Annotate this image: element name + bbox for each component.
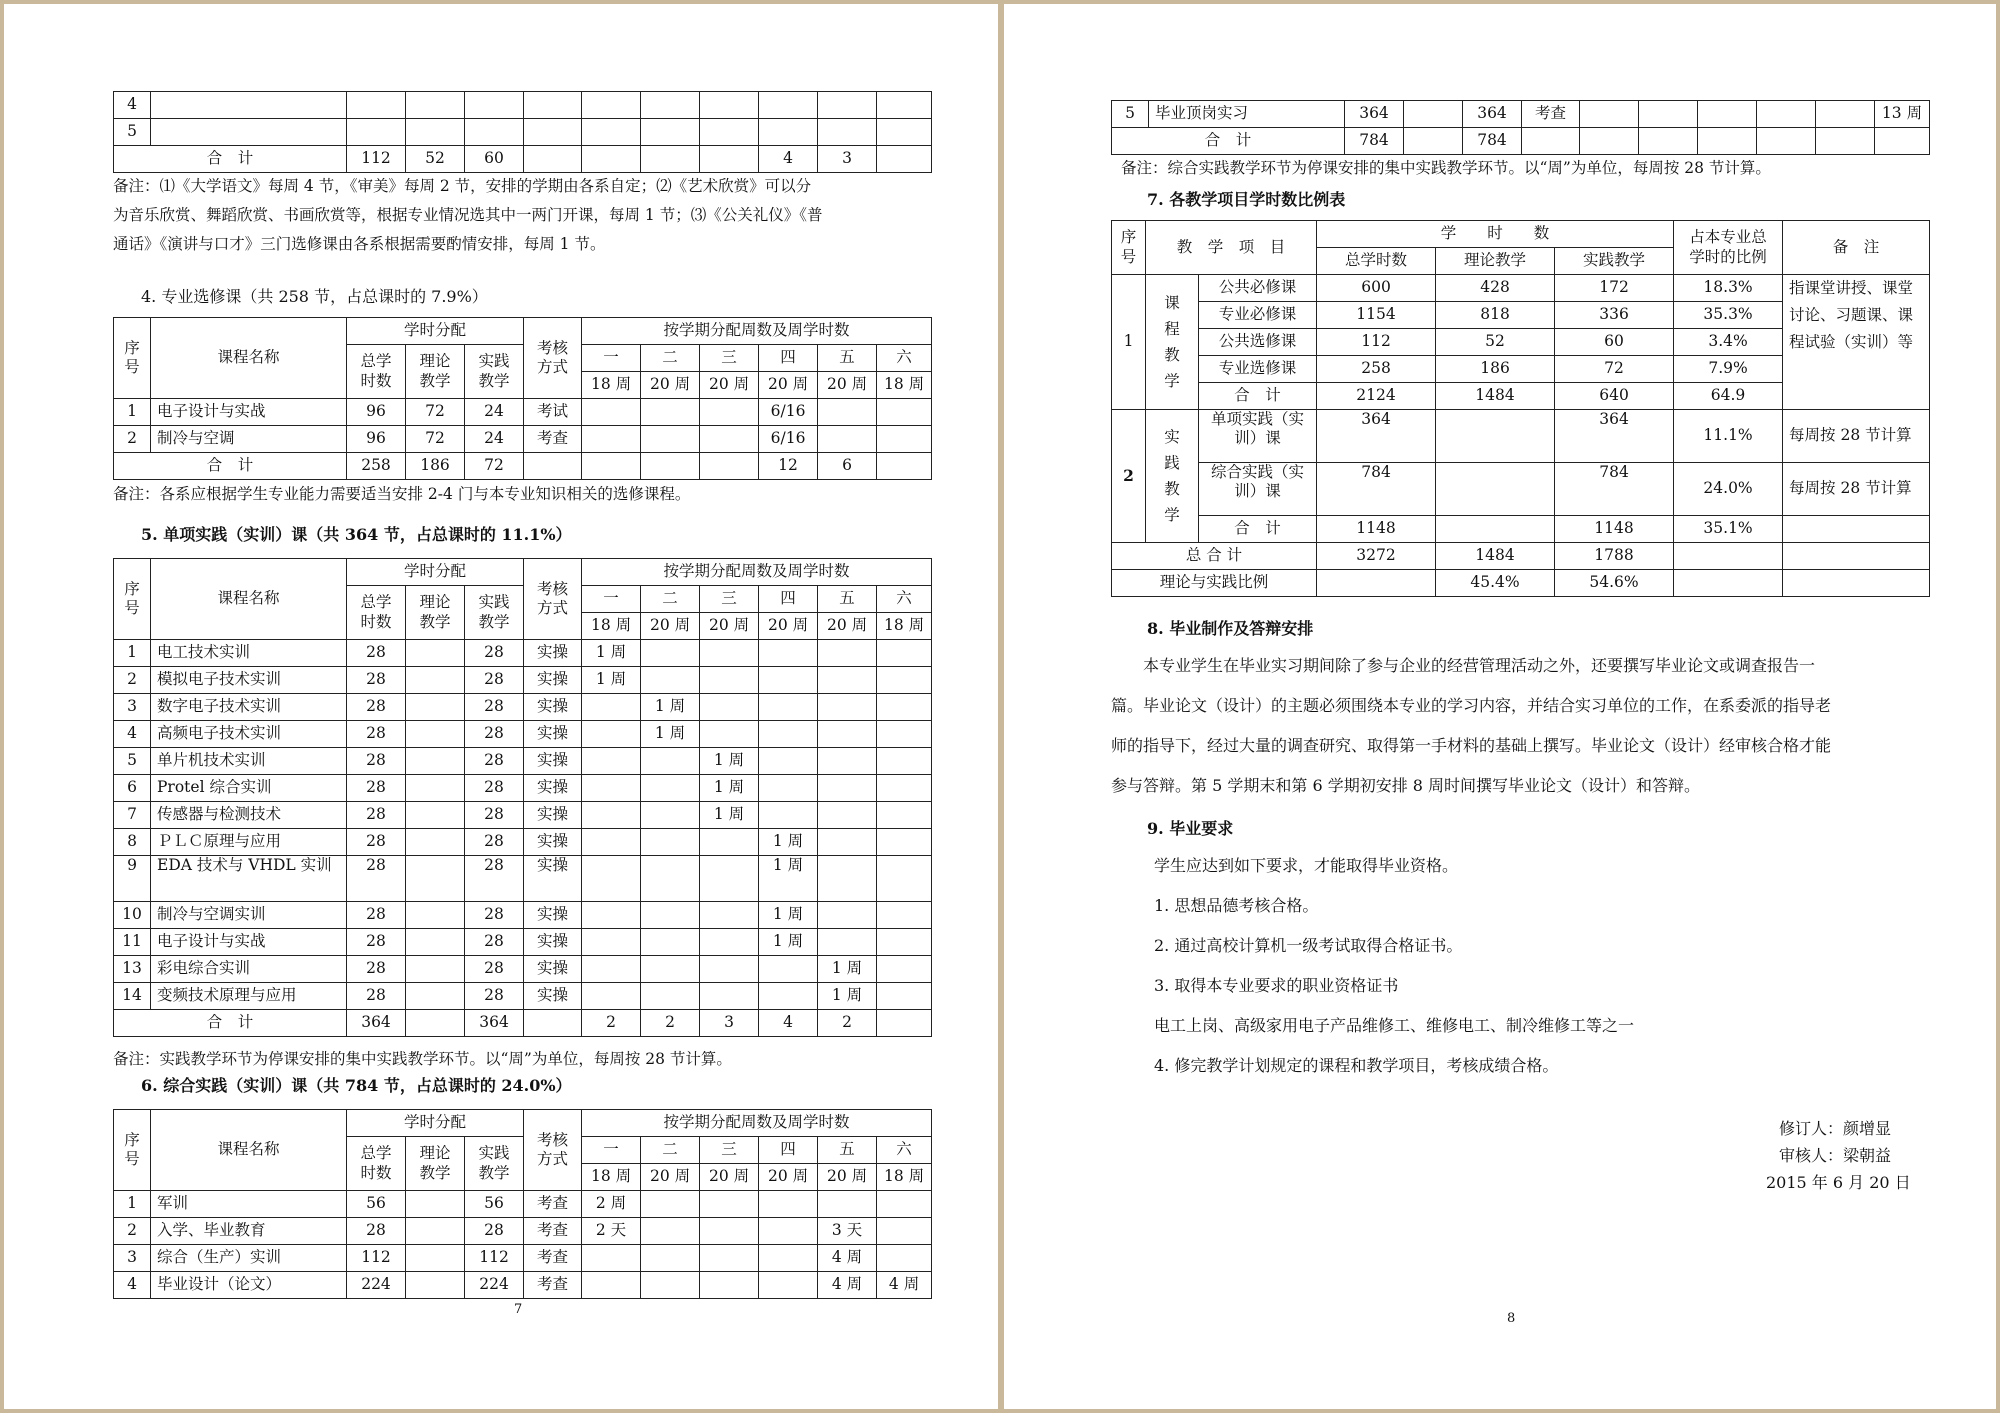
table-row: 5 毕业顶岗实习 364 364 考查 13 周 [1112,101,1930,128]
table-row: 专业选修课 258 186 72 7.9% [1112,356,1930,383]
table-row: 4 高频电子技术实训 28 28 实操 1 周 [114,721,932,748]
section-4-note: 备注：各系应根据学生专业能力需要适当安排 2-4 门与本专业知识相关的选修课程。 [113,485,691,503]
table-row: 2 入学、毕业教育 28 28 考查 2 天 3 天 [114,1218,932,1245]
table-row: 综合实践（实训）课 784 784 24.0% 每周按 28 节计算 [1112,463,1930,516]
table-row: 1 军训 56 56 考查 2 周 [114,1191,932,1218]
table-row: 2 实 践 教 学 单项实践（实训）课 364 364 11.1% 每周按 28 节计算 [1112,410,1930,463]
table-row: 1 课 程 教 学 公共必修课 600 428 172 18.3% 指课堂讲授、课堂讨论、习题课、课程试验（实训）等 [1112,275,1930,302]
section-4-heading: 4. 专业选修课（共 258 节，占总课时的 7.9%） [141,287,488,306]
page-8 [1004,4,1996,1409]
page-7 [4,4,998,1409]
elective-course-table: 序 号 课程名称 学时分配 考核 方式 按学期分配周数及周学时数 总学 时数 理论 教学 实践 教学 一 二 三 四 五 六 18 周 20 周 20 周 20 周 20 周 18 周 1 电子设计与实战 96 72 24 考试 6/16 2 制冷与空调 96 72 24 考查 6/16 合 计 258 186 72 12 6 [113,317,932,480]
table-row: 1 电工技术实训 28 28 实操 1 周 [114,640,932,667]
section-8-heading: 8. 毕业制作及答辩安排 [1147,619,1314,638]
comprehensive-practice-table: 序 号 课程名称 学时分配 考核 方式 按学期分配周数及周学时数 总学 时数 理论 教学 实践 教学 一 二 三 四 五 六 18 周 20 周 20 周 20 周 20 周 18 周 1 军训 56 56 考查 2 周 2 入学、毕业教育 28 28 考查 2 天 3 天 3 综合（生产）实训 112 112 考查 4 周 4 毕业设计（论文） 224 224 考查 4 周 4 周 [113,1109,932,1299]
comprehensive-practice-table-continued [1111,100,1930,155]
table-total-row: 合 计 2124 1484 640 64.9 [1112,383,1930,410]
table-row: 5 [114,119,932,146]
table-row: 4 [114,92,932,119]
grand-total-row: 总 合 计 3272 1484 1788 [1112,543,1930,570]
table-row: 11 电子设计与实战 28 28 实操 1 周 [114,929,932,956]
table-row: 6 Protel 综合实训 28 28 实操 1 周 [114,775,932,802]
section-5-note: 备注：实践教学环节为停课安排的集中实践教学环节。以“周”为单位，每周按 28 节计算。 [113,1050,732,1068]
single-practice-table: 序 号 课程名称 学时分配 考核 方式 按学期分配周数及周学时数 总学 时数 理论 教学 实践 教学 一 二 三 四 五 六 18 周 20 周 20 周 20 周 20 周 18 周 1 电工技术实训 28 28 实操 1 周 2 模拟电子技术实训 28 28 实操 1 周 3 数字电子技术实训 28 28 实操 1 周 4 高频电子技术实训 28 28 实操 1 周 5 单片机技术实训 28 28 实操 1 周 6 Protel 综合实训 28 28 实操 1 周 7 传感器与检测技术 28 28 实操 1 周 8 ＰＬＣ原理与应用 28 28 实操 1 周 9 EDA 技术与 VHDL 实训 28 28 实操 1 周 10 制冷与空调实训 28 28 实操 1 周 11 电子设计与实战 28 28 实操 1 周 13 彩电综合实训 28 28 实操 1 周 14 变频技术原理与应用 28 28 实操 1 周 合 计 364 364 2 2 3 4 2 [113,558,932,1037]
table-row: 专业必修课 1154 818 336 35.3% [1112,302,1930,329]
page-number: 8 [1507,1311,1516,1326]
table-total-row: 合 计 112 52 60 4 3 [114,146,932,173]
reviser-line: 修订人：颜增显 [1779,1119,1892,1138]
section-6-heading: 6. 综合实践（实训）课（共 784 节，占总课时的 24.0%） [141,1076,572,1095]
table-row: 10 制冷与空调实训 28 28 实操 1 周 [114,902,932,929]
table-row: 3 数字电子技术实训 28 28 实操 1 周 [114,694,932,721]
table-row: 2 制冷与空调 96 72 24 考查 6/16 [114,426,932,453]
section-5-heading: 5. 单项实践（实训）课（共 364 节，占总课时的 11.1%） [141,525,572,544]
table-row: 13 彩电综合实训 28 28 实操 1 周 [114,956,932,983]
table-row: 7 传感器与检测技术 28 28 实操 1 周 [114,802,932,829]
hours-ratio-table: 序 号 教 学 项 目 学 时 数 占本专业总 学时的比例 备 注 总学时数 理论教学 实践教学 1 课 程 教 学 公共必修课 600 428 172 18.3% 指课堂讲授、课堂讨论、习题课、课程试验（实训）等 专业必修课 1154 818 336 35.3% 公共选修课 112 52 60 3.4% 专业选修课 258 186 72 7.9% 合 计 2124 1484 640 64.9 2 实 践 教 学 单项实践（实训）课 364 364 11.1% 每周按 28 节计算 综合实践（实训）课 784 784 24.0% 每周按 28 节计算 合 计 1148 1148 35.1% 总 合 计 3272 1484 1788 理论与实践比例 45.4% 54.6% [1111,220,1930,597]
section-9-body: 学生应达到如下要求，才能取得毕业资格。 1. 思想品德考核合格。 2. 通过高校计算机一级考试取得合格证书。 3. 取得本专业要求的职业资格证书 电工上岗、高级家用电子产品维修工、维修电工、制冷维修工等之一 4. 修完教学计划规定的课程和教学项目，考核成绩合格。 [1154,856,1635,1075]
table-row: 9 EDA 技术与 VHDL 实训 28 28 实操 1 周 [114,856,932,902]
table-row: 4 毕业设计（论文） 224 224 考查 4 周 4 周 [114,1272,932,1299]
table-total-row: 合 计 1148 1148 35.1% [1112,516,1930,543]
course-table-continued [113,91,932,173]
ratio-row: 理论与实践比例 45.4% 54.6% [1112,570,1930,597]
table-total-row: 合 计 364 364 2 2 3 4 2 [114,1010,932,1037]
date-line: 2015 年 6 月 20 日 [1766,1173,1911,1192]
table-row: 1 电子设计与实战 96 72 24 考试 6/16 [114,399,932,426]
section-8-body: 本专业学生在毕业实习期间除了参与企业的经营管理活动之外，还要撰写毕业论文或调查报告一 篇。毕业论文（设计）的主题必须围绕本专业的学习内容，并结合实习单位的工作，在系委派的指导老 师的指导下，经过大量的调查研究、取得第一手材料的基础上撰写。毕业论文（设计）经审核合格才能 参与答辩。第 5 学期末和第 6 学期初安排 8 周时间撰写毕业论文（设计）和答辩。 [1111,656,1832,795]
reviewer-line: 审核人：梁朝益 [1779,1146,1892,1165]
table-row: 8 ＰＬＣ原理与应用 28 28 实操 1 周 [114,829,932,856]
table-row: 3 综合（生产）实训 112 112 考查 4 周 [114,1245,932,1272]
table-row: 5 单片机技术实训 28 28 实操 1 周 [114,748,932,775]
table-row: 公共选修课 112 52 60 3.4% [1112,329,1930,356]
page-number: 7 [514,1302,523,1317]
section-7-heading: 7. 各教学项目学时数比例表 [1147,190,1346,209]
table-row: 2 模拟电子技术实训 28 28 实操 1 周 [114,667,932,694]
table-total-row: 合 计 784 784 [1112,128,1930,155]
table-total-row: 合 计 258 186 72 12 6 [114,453,932,480]
top-note: 备注：⑴《大学语文》每周 4 节，《审美》每周 2 节，安排的学期由各系自定；⑵《艺术欣赏》可以分 为音乐欣赏、舞蹈欣赏、书画欣赏等，根据专业情况选其中一两门开课，每周 1 节；⑶《公关礼仪》《普 通话》《演讲与口才》三门选修课由各系根据需要酌情安排，每周 1 节。 [113,177,823,253]
section-9-heading: 9. 毕业要求 [1147,819,1234,838]
table-row: 14 变频技术原理与应用 28 28 实操 1 周 [114,983,932,1010]
top-note: 备注：综合实践教学环节为停课安排的集中实践教学环节。以“周”为单位，每周按 28 节计算。 [1121,159,1771,177]
